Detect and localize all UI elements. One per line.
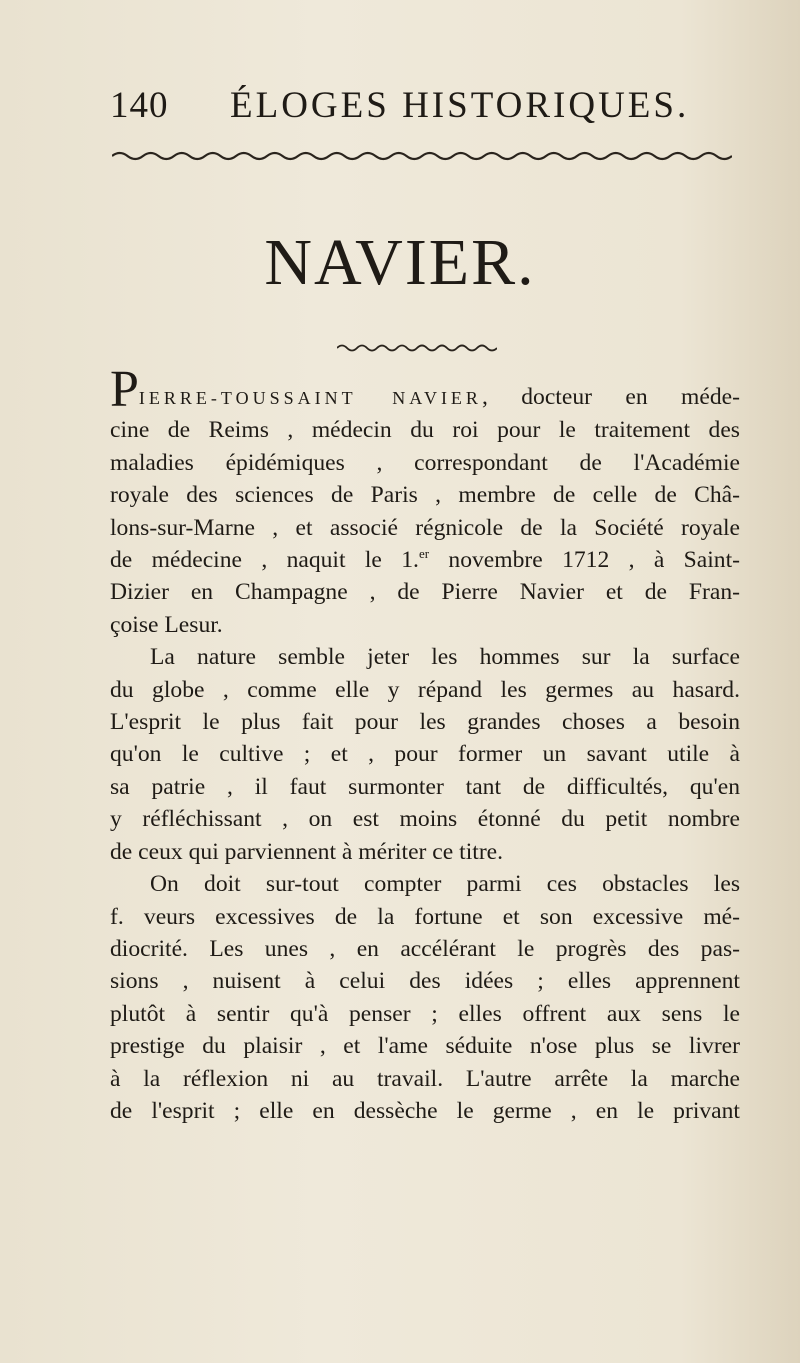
author-name: IERRE-TOUSSAINT NAVIER	[138, 388, 482, 408]
body-text	[110, 361, 741, 1127]
text-line: Dizier en Champagne , de Pierre Navier et de Fran-	[110, 579, 740, 606]
text-line: f. veurs excessives de la fortune et son excessive mé-	[110, 903, 740, 930]
text-line: y réfléchissant , on est moins étonné du petit nombre	[110, 806, 740, 833]
text-line: cine de Reims , médecin du roi pour le traitement des	[110, 417, 740, 444]
text-line: maladies épidémiques , correspondant de l'Académie	[110, 449, 740, 476]
text-line: çoise Lesur.	[110, 611, 223, 638]
text-line: sa patrie , il faut surmonter tant de difficultés, qu'en	[110, 773, 740, 800]
text-line: PIERRE-TOUSSAINT NAVIER, docteur en méde-	[110, 361, 740, 418]
text-line: qu'on le cultive ; et , pour former un savant utile à	[110, 741, 740, 768]
page-header	[110, 84, 710, 134]
text-line: prestige du plaisir , et l'ame séduite n'ose plus se livrer	[110, 1033, 740, 1060]
text-line: lons-sur-Marne , et associé régnicole de la Société royale	[110, 514, 740, 541]
text-line: de médecine , naquit le 1.$^{er}$ novembre 1712 , à Saint-	[110, 546, 741, 574]
text-line: L'esprit le plus fait pour les grandes choses a besoin	[110, 709, 740, 736]
text-line: On doit sur-tout compter parmi ces obstacles les	[150, 871, 740, 898]
text-line: La nature semble jeter les hommes sur la surface	[150, 644, 740, 671]
text-line: du globe , comme elle y répand les germes au hasard.	[110, 676, 740, 703]
running-title: ÉLOGES HISTORIQUES.	[230, 85, 690, 126]
paragraph-3	[110, 868, 740, 1127]
text-line: royale des sciences de Paris , membre de celle de Châ-	[110, 482, 740, 509]
text-line: de l'esprit ; elle en dessèche le germe , en le privant	[110, 1097, 740, 1124]
article-title: NAVIER.	[264, 226, 536, 299]
paragraph-1	[110, 361, 741, 641]
text-line: à la réflexion ni au travail. L'autre arrête la marche	[110, 1065, 740, 1092]
text-line: plutôt à sentir qu'à penser ; elles offrent aux sens le	[110, 1000, 740, 1027]
text-line: sions , nuisent à celui des idées ; elles apprennent	[110, 968, 740, 995]
ornamental-rule-small	[337, 342, 497, 354]
text-line: diocrité. Les unes , en accélérant le progrès des pas-	[110, 935, 740, 962]
drop-cap: P	[110, 361, 139, 418]
ornamental-rule	[112, 150, 732, 162]
text-line: de ceux qui parviennent à mériter ce titre.	[110, 838, 504, 865]
page-number: 140	[110, 85, 169, 126]
paragraph-2	[110, 641, 740, 868]
